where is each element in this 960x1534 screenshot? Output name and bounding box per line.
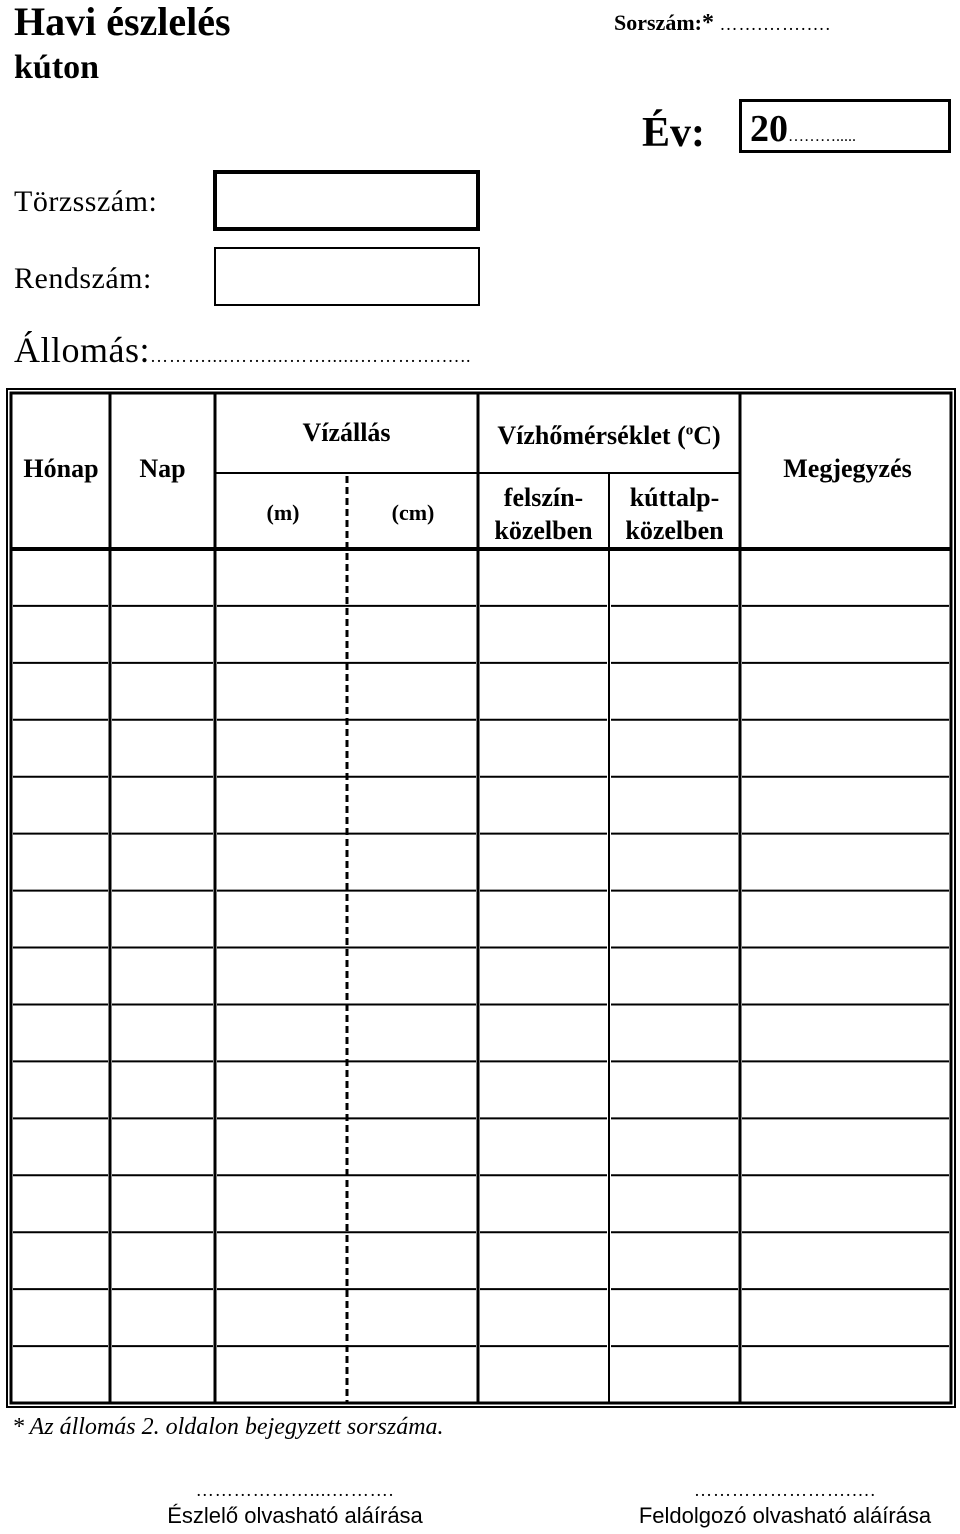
signature-observer-dots[interactable]: ………………....………. (195, 1480, 395, 1500)
torzsszam-label: Törzsszám: (14, 185, 158, 218)
degree-sup: o (685, 422, 694, 439)
header-kuttalp (609, 481, 740, 547)
sorszam-label: Sorszám: (614, 10, 702, 35)
kuttalp-line2: közelben (625, 516, 724, 545)
header-megjegyzes: Megjegyzés (783, 454, 912, 483)
sorszam-dots[interactable]: …….…….…. (719, 14, 831, 34)
signature-observer[interactable] (120, 1478, 470, 1530)
header-vizhomerseklet (478, 420, 740, 451)
ev-label: Év: (642, 110, 705, 156)
ev-value: 20 (750, 108, 788, 150)
page-subtitle: kúton (14, 49, 100, 86)
header-honap: Hónap (23, 454, 99, 483)
vizhomerseklet-unit: C) (693, 421, 721, 450)
header-vizallas: Vízállás (302, 418, 391, 447)
ev-dots: ………..... (788, 128, 856, 145)
signature-observer-label: Észlelő olvasható aláírása (167, 1503, 423, 1528)
page-title: Havi észlelés (14, 0, 231, 44)
header-meter: (m) (266, 500, 300, 525)
table-body-rows (13, 606, 949, 1346)
header-felszin (478, 481, 609, 547)
felszin-line1: felszín- (503, 483, 584, 512)
signature-processor[interactable] (620, 1478, 950, 1530)
felszin-line2: közelben (494, 516, 593, 545)
kuttalp-line1: kúttalp- (629, 483, 720, 512)
footnote: * Az állomás 2. oldalon bejegyzett sorszáma. (12, 1414, 444, 1440)
signature-processor-label: Feldolgozó olvasható aláírása (638, 1503, 932, 1528)
vizhomerseklet-label: Vízhőmérséklet ( (497, 421, 686, 450)
header-nap: Nap (139, 454, 186, 483)
sorszam-star: * (701, 10, 714, 36)
allomas-dots[interactable]: ………....……....……......………….….. (150, 346, 472, 366)
signature-processor-dots[interactable]: …………………….…. (694, 1480, 876, 1500)
header-centimeter: (cm) (391, 500, 435, 525)
allomas-label: Állomás: (14, 330, 150, 370)
rendszam-label: Rendszám: (14, 262, 152, 295)
